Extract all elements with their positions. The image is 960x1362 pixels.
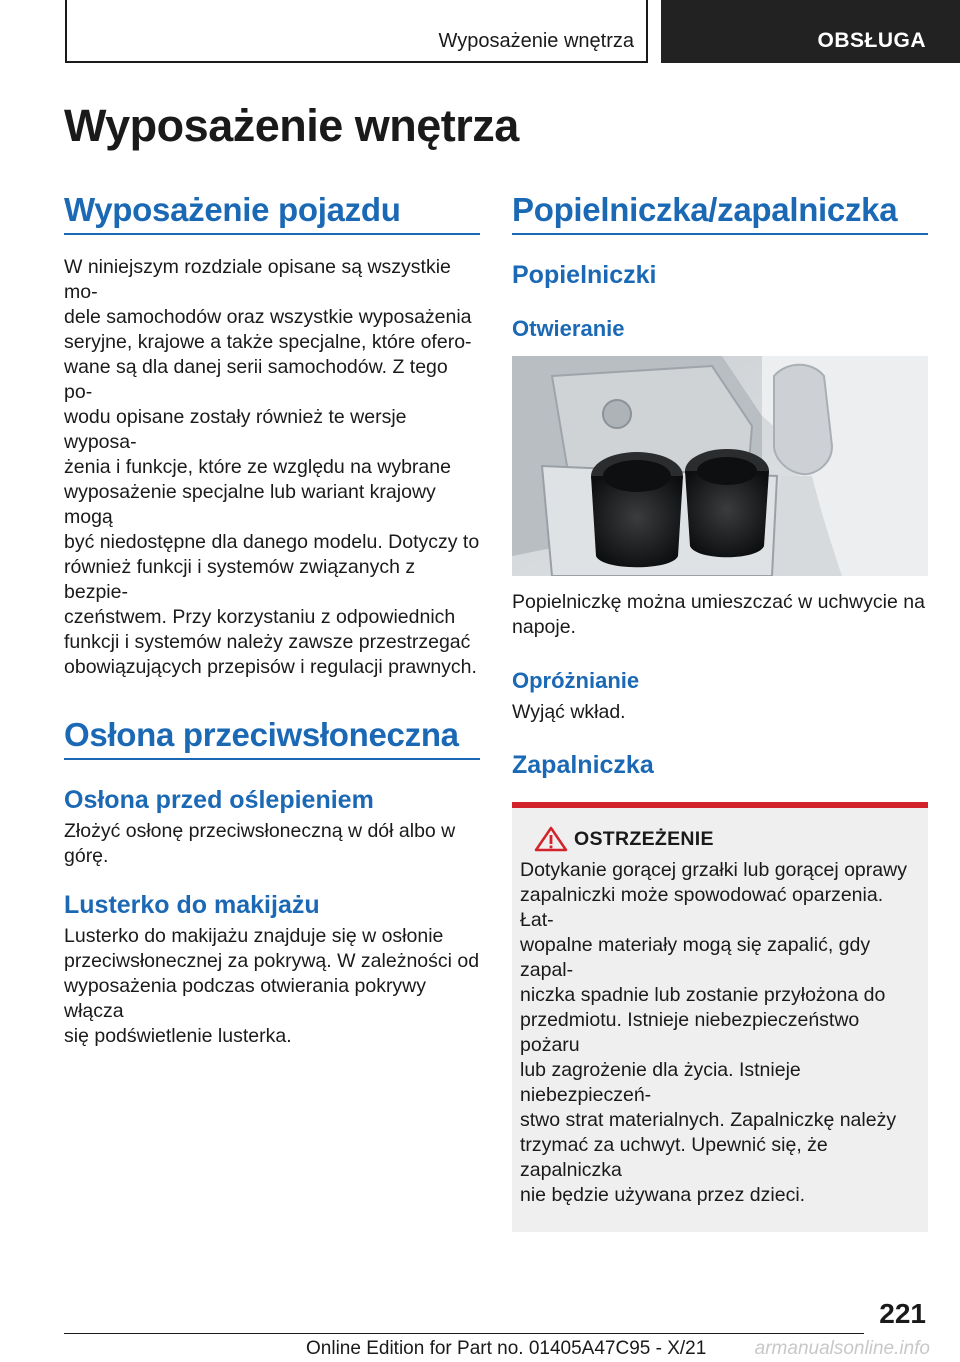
heading-vanity-mirror: Lusterko do makijażu [64, 891, 320, 919]
page-number: 221 [879, 1298, 926, 1329]
heading-opening: Otwieranie [512, 316, 625, 341]
heading-emptying: Opróżnianie [512, 668, 640, 693]
paragraph-opening: Popielniczkę można umieszczać w uchwycie na napoje. [512, 591, 925, 638]
cupholder-ashtray-illustration [512, 356, 928, 576]
paragraph-vehicle-equipment: W niniejszym rozdziale opisane są wszystkie mo- dele samochodów oraz wszystkie wyposażenia seryjne, krajowe a także specjalne, które ofero- wane są dla danej serii samochodów. Z tego po- wodu opisane zostały również te wersje wyposa- żenia i funkcje, które ze względu na wybrane wyposażenie specjalne lub wariant krajowy mogą być niedostępne dla danego modelu. Dotyczy to również funkcji i systemów związanych z bezpie- czeństwem. Przy korzystaniu z odpowiednich funkcji i systemów należy zawsze przestrzegać obowiązujących przepisów i regulacji prawnych. [64, 256, 480, 678]
heading-ashtrays: Popielniczki [512, 261, 657, 289]
header-section-title: Wyposażenie wnętrza [438, 30, 634, 52]
footer-edition: Online Edition for Part no. 01405A47C95 - X/21 [306, 1338, 707, 1359]
warning-label: OSTRZEŻENIE [574, 827, 714, 850]
cupholder-ashtray-image [512, 356, 928, 576]
heading-ashtray-lighter: Popielniczka/zapalniczka [512, 185, 928, 235]
right-column [512, 185, 928, 1232]
heading-lighter: Zapalniczka [512, 751, 654, 779]
warning-text: Dotykanie gorącej grzałki lub gorącej oprawy zapalniczki może spowodować oparzenia. Łat- wopalne materiały mogą się zapalić, gdy zapal- niczka spadnie lub zostanie przyłożona do przedmiotu. Istnieje niebezpieczeństwo pożaru lub zagrożenie dla życia. Istnieje niebezpieczeń- stwo strat materialnych. Zapalniczkę należy trzymać za uchwyt. Upewnić się, że zapalniczka nie będzie używana przez dzieci. [520, 859, 907, 1206]
heading-glare-shield: Osłona przed oślepieniem [64, 786, 374, 814]
page-title: Wyposażenie wnętrza [64, 100, 519, 151]
footer-watermark-logo: armanualsonline.info [754, 1338, 930, 1359]
paragraph-emptying: Wyjąć wkład. [512, 701, 626, 723]
heading-vehicle-equipment: Wyposażenie pojazdu [64, 185, 480, 235]
heading-sun-visor: Osłona przeciwsłoneczna [64, 716, 480, 760]
header-section-box [65, 0, 648, 63]
paragraph-vanity-mirror: Lusterko do makijażu znajduje się w osłonie przeciwsłonecznej za pokrywą. W zależności od wyposażenia podczas otwierania pokrywy włącza się podświetlenie lusterka. [64, 925, 480, 1047]
warning-triangle-icon [534, 826, 568, 852]
warning-box [512, 808, 928, 1232]
header-chapter-tab [661, 0, 960, 63]
warning-header [520, 826, 920, 852]
paragraph-glare-shield: Złożyć osłonę przeciwsłoneczną w dół albo w górę. [64, 820, 456, 867]
footer-divider [64, 1333, 864, 1334]
header-chapter-label: OBSŁUGA [817, 29, 926, 52]
left-column [64, 185, 480, 1049]
